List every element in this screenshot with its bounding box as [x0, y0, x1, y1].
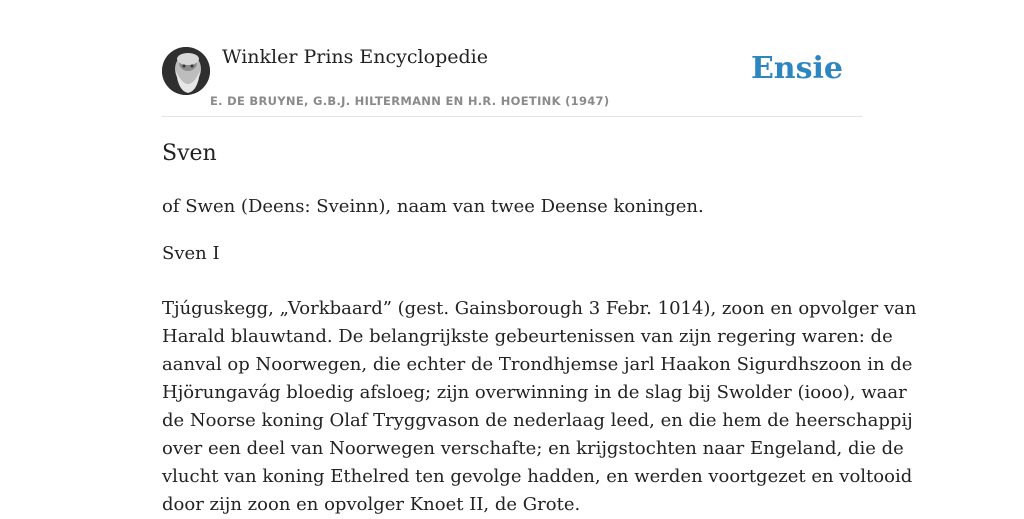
source-header: [162, 0, 862, 117]
body-line: Hjörungavág bloedig afsloeg; zijn overwinning in de slag bij Swolder (iooo), waar: [162, 382, 907, 403]
body-line: vlucht van koning Ethelred ten gevolge hadden, en werden voortgezet en voltooid: [162, 466, 913, 487]
body-line: over een deel van Noorwegen verschafte; en krijgstochten naar Engeland, die de: [162, 438, 904, 459]
article-body: [162, 295, 917, 519]
body-line: Tjúguskegg, „Vorkbaard” (gest. Gainsborough 3 Febr. 1014), zoon en opvolger van: [162, 298, 917, 319]
body-line: door zijn zoon en opvolger Knoet II, de Grote.: [162, 494, 581, 515]
body-line: aanval op Noorwegen, die echter de Trondhjemse jarl Haakon Sigurdhszoon in de: [162, 354, 913, 375]
source-authors: E. DE BRUYNE, G.B.J. HILTERMANN EN H.R. HOETINK (1947): [210, 94, 610, 108]
page-container: [162, 0, 917, 515]
body-line: Harald blauwtand. De belangrijkste gebeurtenissen van zijn regering waren: de: [162, 326, 893, 347]
body-line: de Noorse koning Olaf Tryggvason de nederlaag leed, en die hem de heerschappij: [162, 410, 913, 431]
portrait-icon[interactable]: [162, 47, 210, 95]
article-title: Sven: [162, 141, 217, 166]
article-subheading: Sven I: [162, 243, 220, 264]
article-intro: of Swen (Deens: Sveinn), naam van twee Deense koningen.: [162, 196, 704, 217]
source-title[interactable]: Winkler Prins Encyclopedie: [222, 46, 488, 68]
ensie-logo[interactable]: Ensie: [750, 51, 843, 86]
